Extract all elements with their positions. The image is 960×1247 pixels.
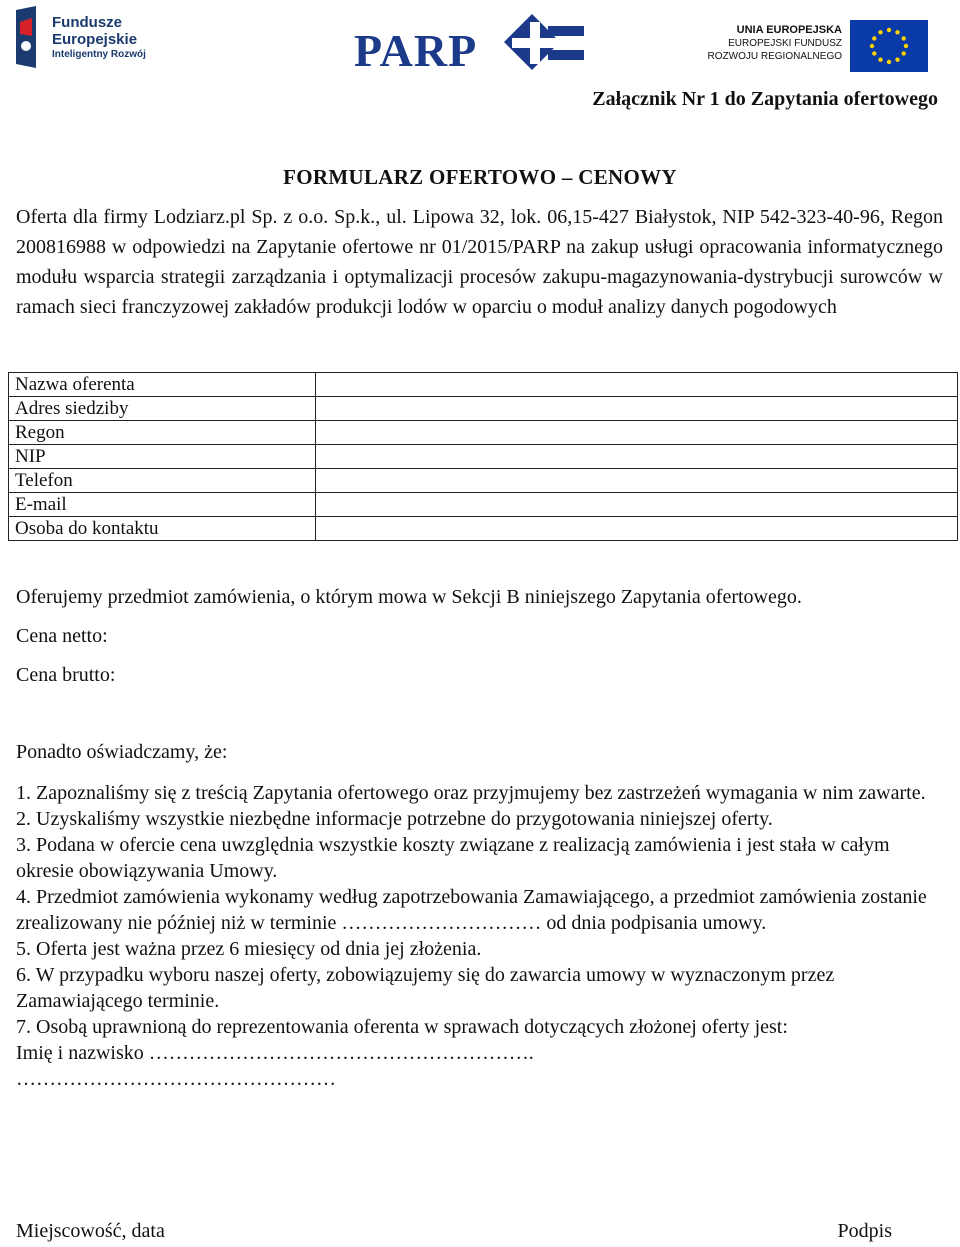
eu-text-block	[706, 24, 842, 63]
row-label: Telefon	[9, 469, 316, 493]
table-row	[9, 517, 958, 541]
offeror-data-table	[8, 372, 958, 541]
place-date-label: Miejscowość, data	[16, 1220, 165, 1242]
annex-heading: Załącznik Nr 1 do Zapytania ofertowego	[592, 88, 938, 110]
row-label: Regon	[9, 421, 316, 445]
row-value-field[interactable]	[316, 397, 958, 421]
eu-line2: EUROPEJSKI FUNDUSZ	[728, 38, 842, 49]
row-value-field[interactable]	[316, 445, 958, 469]
list-item: 4. Przedmiot zamówienia wykonamy według zapotrzebowania Zamawiającego, a przedmiot zamówienia zostanie zrealizowany nie później niż w terminie ………………………… od dnia podpisania umowy.	[16, 886, 927, 934]
table-row	[9, 421, 958, 445]
eu-flag-icon	[850, 20, 928, 72]
fundusze-europejskie-logo	[14, 6, 154, 70]
parp-logo-text: PARP	[354, 25, 478, 76]
row-label: E-mail	[9, 493, 316, 517]
list-item: 3. Podana w ofercie cena uwzględnia wszystkie koszty związane z realizacją zamówienia i jest stała w całym okresie obowiązywania Umowy.	[16, 834, 890, 882]
eu-line3: ROZWOJU REGIONALNEGO	[707, 51, 842, 62]
row-value-field[interactable]	[316, 373, 958, 397]
fe-logo-line3: Inteligentny Rozwój	[52, 49, 146, 60]
form-title: FORMULARZ OFERTOWO – CENOWY	[283, 165, 677, 189]
row-label: NIP	[9, 445, 316, 469]
list-item: 7. Osobą uprawnioną do reprezentowania oferenta w sprawach dotyczących złożonej oferty jest:	[16, 1016, 788, 1038]
parp-logo	[352, 12, 592, 82]
fe-logo-line2: Europejskie	[52, 31, 138, 48]
row-value-field[interactable]	[316, 493, 958, 517]
list-item: …………………………………………	[16, 1068, 336, 1090]
gross-price-label: Cena brutto:	[16, 664, 116, 686]
list-item: 2. Uzyskaliśmy wszystkie niezbędne informacje potrzebne do przygotowania niniejszej oferty.	[16, 808, 773, 830]
row-value-field[interactable]	[316, 517, 958, 541]
signature-label: Podpis	[837, 1220, 892, 1242]
net-price-label: Cena netto:	[16, 625, 108, 647]
declaration-heading: Ponadto oświadczamy, że:	[16, 741, 228, 763]
table-row	[9, 469, 958, 493]
row-label: Nazwa oferenta	[9, 373, 316, 397]
eu-line1: UNIA EUROPEJSKA	[736, 24, 842, 36]
offer-statement: Oferujemy przedmiot zamówienia, o którym mowa w Sekcji B niniejszego Zapytania ofertowego.	[16, 586, 802, 608]
intro-paragraph: Oferta dla firmy Lodziarz.pl Sp. z o.o. Sp.k., ul. Lipowa 32, lok. 06,15-427 Białystok, NIP 542-323-40-96, Regon 200816988 w odpowiedzi na Zapytanie ofertowe nr 01/2015/PARP na zakup usługi opracowania informatycznego modułu wsparcia strategii zarządzania i optymalizacji procesów zakupu-magazynowania-dystrybucji surowców w ramach sieci franczyzowej zakładów produkcji lodów w oparciu o moduł analizy danych pogodowych	[16, 206, 943, 318]
list-item: 6. W przypadku wyboru naszej oferty, zobowiązujemy się do zawarcia umowy w wyznaczonym przez Zamawiającego terminie.	[16, 964, 835, 1012]
list-item: 1. Zapoznaliśmy się z treścią Zapytania ofertowego oraz przyjmujemy bez zastrzeżeń wymagania w nim zawarte.	[16, 782, 926, 804]
table-row	[9, 397, 958, 421]
table-row	[9, 445, 958, 469]
row-value-field[interactable]	[316, 421, 958, 445]
declaration-list	[16, 780, 944, 1092]
table-row	[9, 373, 958, 397]
parp-diamond-icon	[502, 12, 592, 82]
row-label: Adres siedziby	[9, 397, 316, 421]
list-item: 5. Oferta jest ważna przez 6 miesięcy od dnia jej złożenia.	[16, 938, 482, 960]
fe-logo-line1: Fundusze	[52, 14, 122, 31]
row-label: Osoba do kontaktu	[9, 517, 316, 541]
list-item: Imię i nazwisko ………………………………………………….	[16, 1042, 534, 1064]
table-row	[9, 493, 958, 517]
fe-flag-icon	[14, 6, 40, 70]
row-value-field[interactable]	[316, 469, 958, 493]
